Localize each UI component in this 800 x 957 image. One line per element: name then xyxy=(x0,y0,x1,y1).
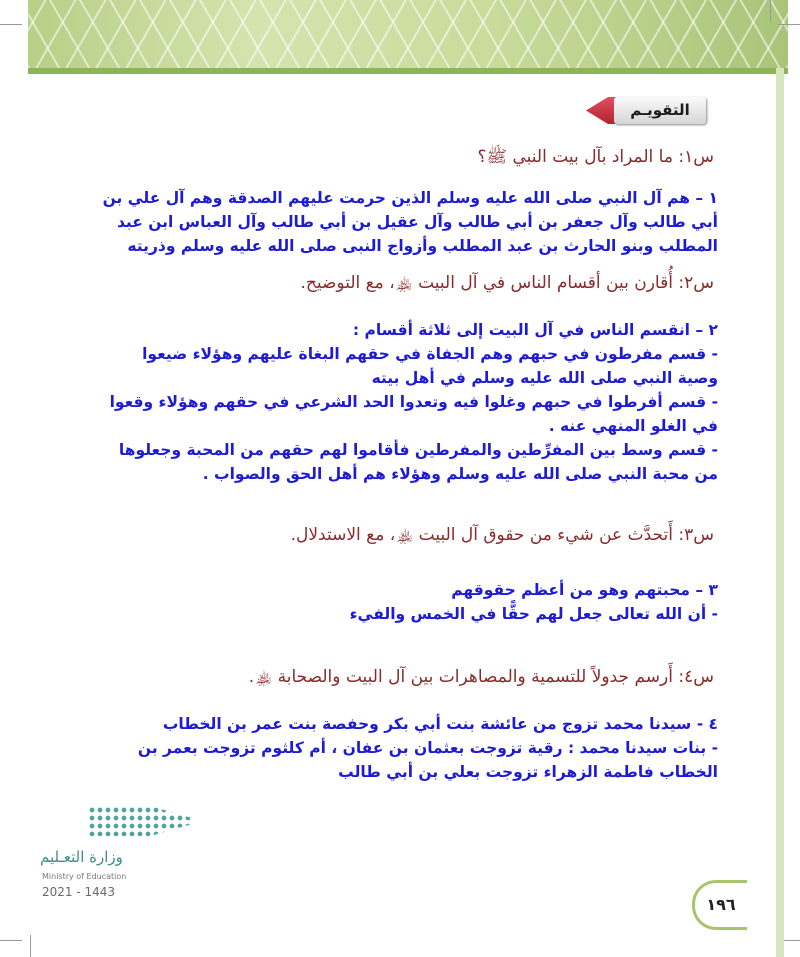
question-1: س١: ما المراد بآل بيت النبي ﷺ؟ xyxy=(477,147,714,167)
answer-1 xyxy=(100,186,718,258)
ministry-name-en: Ministry of Education xyxy=(42,872,127,881)
answer-line: - قسم أفرطوا في حبهم وغلوا فيه وتعدوا الحد الشرعي في حقهم وهؤلاء وقعوا في الغلو المنهي عنه . xyxy=(109,393,718,435)
answer-line: - قسم مفرطون في حبهم وهم الجفاة في حقهم البغاة عليهم وهؤلاء ضيعوا وصية النبي صلى الله عليه وسلم في أهل بيته xyxy=(142,345,718,387)
edition-year: 2021 - 1443 xyxy=(42,885,116,899)
answer-line: ٤ - سيدنا محمد تزوج من عائشة بنت أبي بكر وحفصة بنت عمر بن الخطاب xyxy=(162,715,718,733)
page-number: ١٩٦ xyxy=(692,880,747,930)
answer-line: - قسم وسط بين المفرِّطين والمفرطين فأقاموا لهم حقهم من المحبة وجعلوها من محبة النبي صلى الله عليه وسلم وهؤلاء هم أهل الحق والصواب . xyxy=(118,441,718,483)
crop-mark xyxy=(770,0,771,22)
answer-line: ١ – هم آل النبي صلى الله عليه وسلم الذين حرمت عليهم الصدقة وهم آل علي بن أبي طالب وآل جعفر بن أبي طالب وآل عقيل بن أبي طالب وآل العباس ابن عبد المطلب وبنو الحارث بن عبد المطلب وأزواج النبى صلى الله عليه وسلم وذريته xyxy=(102,189,718,255)
section-tab xyxy=(586,97,706,124)
logo-dots-icon xyxy=(88,806,192,836)
answer-line: ٣ – محبتهم وهو من أعظم حقوقهم xyxy=(451,581,718,599)
answer-line: - أن الله تعالى جعل لهم حقًّا في الخمس والفيء xyxy=(349,605,718,623)
answer-2 xyxy=(100,318,718,486)
answer-line: - بنات سيدنا محمد : رقية تزوجت بعثمان بن عفان ، أم كلثوم تزوجت بعمر بن الخطاب فاطمة الزهراء تزوجت بعلي بن أبي طالب xyxy=(137,739,718,781)
answer-line: ٢ – انقسم الناس في آل البيت إلى ثلاثة أقسام : xyxy=(352,321,718,339)
answer-4 xyxy=(100,712,718,784)
answer-3 xyxy=(100,578,718,626)
crop-mark xyxy=(0,24,22,25)
page-edge-strip xyxy=(776,68,784,957)
question-3: س٣: أَتحدَّث عن شيء من حقوق آل البيت ﵏، مع الاستدلال. xyxy=(290,525,714,545)
question-2: س٢: أُقارن بين أقسام الناس في آل البيت ﵏، مع التوضيح. xyxy=(300,273,714,293)
crop-mark xyxy=(0,940,22,941)
question-4: س٤: أَرسم جدولاً للتسمية والمصاهرات بين آل البيت والصحابة ﵏. xyxy=(248,667,714,687)
crop-mark xyxy=(30,935,31,957)
ministry-name-ar: وزارة التعـليم xyxy=(40,848,123,866)
header-banner xyxy=(28,0,788,74)
crop-mark xyxy=(778,24,800,25)
section-title: التقويـم xyxy=(614,97,706,124)
